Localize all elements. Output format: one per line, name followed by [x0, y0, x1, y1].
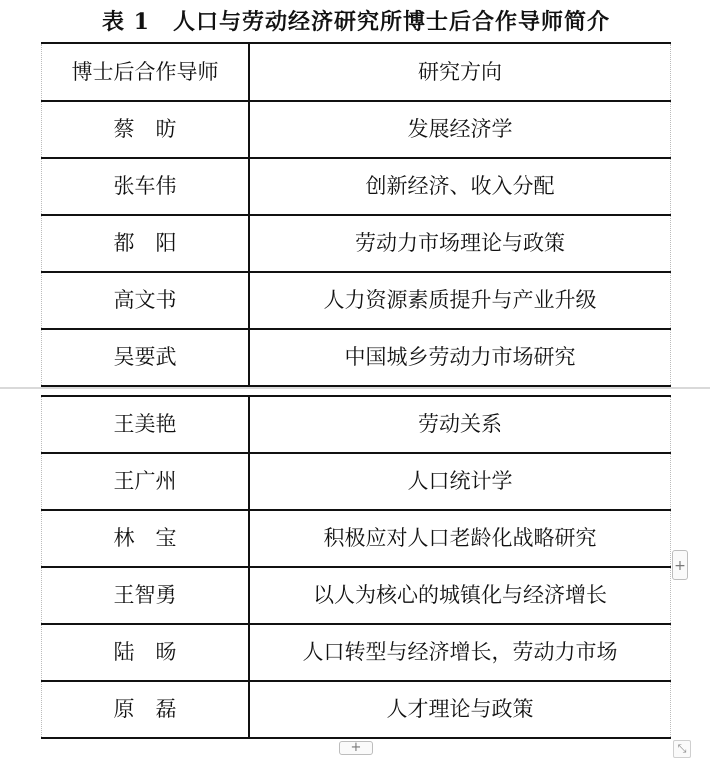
table-row	[42, 681, 671, 738]
add-column-button[interactable]	[672, 550, 688, 580]
advisor-cell[interactable]: 陆 旸	[42, 624, 250, 681]
advisor-cell[interactable]: 原 磊	[42, 681, 250, 738]
direction-cell[interactable]: 人才理论与政策	[249, 681, 671, 738]
direction-cell[interactable]: 积极应对人口老龄化战略研究	[249, 510, 671, 567]
direction-cell[interactable]: 人力资源素质提升与产业升级	[249, 272, 671, 329]
advisor-table-page-2	[41, 395, 671, 739]
table-row	[42, 453, 671, 510]
table-row	[42, 215, 671, 272]
direction-cell[interactable]: 以人为核心的城镇化与经济增长	[249, 567, 671, 624]
direction-cell[interactable]: 人口统计学	[249, 453, 671, 510]
direction-cell[interactable]: 中国城乡劳动力市场研究	[249, 329, 671, 386]
advisor-cell[interactable]: 吴要武	[42, 329, 250, 386]
advisor-table-page-1	[41, 42, 671, 387]
plus-icon: +	[674, 558, 686, 574]
direction-cell[interactable]: 创新经济、收入分配	[249, 158, 671, 215]
table-row	[42, 624, 671, 681]
table-row	[42, 158, 671, 215]
direction-cell[interactable]: 人口转型与经济增长，劳动力市场	[249, 624, 671, 681]
advisor-cell[interactable]: 王广州	[42, 453, 250, 510]
header-direction[interactable]: 研究方向	[249, 43, 671, 101]
table-row	[42, 567, 671, 624]
page-break-divider	[0, 387, 710, 389]
table-row	[42, 272, 671, 329]
direction-cell[interactable]: 劳动力市场理论与政策	[249, 215, 671, 272]
table-row	[42, 396, 671, 453]
advisor-cell[interactable]: 蔡 昉	[42, 101, 250, 158]
advisor-cell[interactable]: 高文书	[42, 272, 250, 329]
table-resize-handle[interactable]	[673, 740, 691, 758]
advisor-cell[interactable]: 林 宝	[42, 510, 250, 567]
resize-icon: ⤡	[677, 742, 687, 755]
header-advisor[interactable]: 博士后合作导师	[42, 43, 250, 101]
add-row-button[interactable]	[339, 741, 373, 755]
table-title: 表 1 人口与劳动经济研究所博士后合作导师简介	[102, 9, 610, 35]
table-row	[42, 101, 671, 158]
plus-icon: +	[350, 740, 362, 755]
table-row	[42, 329, 671, 386]
advisor-cell[interactable]: 王智勇	[42, 567, 250, 624]
advisor-cell[interactable]: 都 阳	[42, 215, 250, 272]
advisor-cell[interactable]: 张车伟	[42, 158, 250, 215]
direction-cell[interactable]: 劳动关系	[249, 396, 671, 453]
table-header-row	[42, 43, 671, 101]
table-row	[42, 510, 671, 567]
direction-cell[interactable]: 发展经济学	[249, 101, 671, 158]
advisor-cell[interactable]: 王美艳	[42, 396, 250, 453]
